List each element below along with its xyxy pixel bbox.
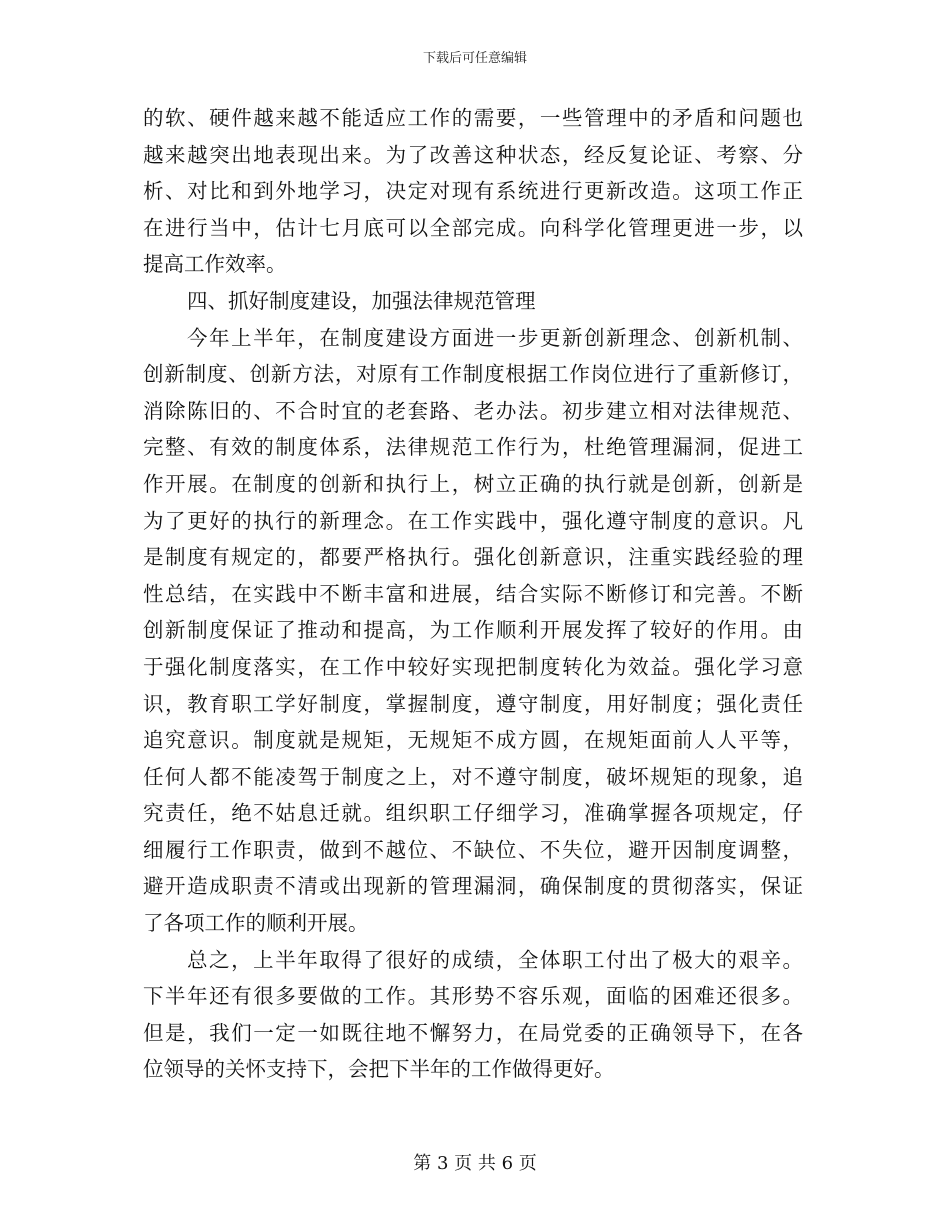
section-heading: [143, 283, 803, 320]
text-line: 越来越突出地表现出来。为了改善这种状态，经反复论证、考察、分: [143, 142, 803, 167]
page-header: 下载后可任意编辑: [422, 51, 527, 66]
text-line: 了各项工作的顺利开展。: [143, 911, 369, 936]
text-line: 但是，我们一定一如既往地不懈努力，在局党委的正确领导下，在各: [143, 1020, 803, 1045]
text-line: 究责任，绝不姑息迁就。组织职工仔细学习，准确掌握各项规定，仔: [143, 801, 803, 826]
text-line: 是制度有规定的，都要严格执行。强化创新意识，注重实践经验的理: [143, 545, 803, 570]
text-line: 任何人都不能凌驾于制度之上，对不遵守制度，破坏规矩的现象，追: [143, 764, 803, 789]
text-line: 位领导的关怀支持下，会把下半年的工作做得更好。: [143, 1057, 615, 1082]
text-line: 作开展。在制度的创新和执行上，树立正确的执行就是创新，创新是: [143, 471, 803, 496]
page-number-footer: 第 3 页 共 6 页: [413, 1153, 537, 1174]
text-line: 避开造成职责不清或出现新的管理漏洞，确保制度的贯彻落实，保证: [143, 874, 803, 899]
document-body: [143, 100, 803, 1088]
text-line: 的软、硬件越来越不能适应工作的需要，一些管理中的矛盾和问题也: [143, 106, 803, 130]
text-line: 完整、有效的制度体系，法律规范工作行为，杜绝管理漏洞，促进工: [143, 435, 803, 460]
text-line: 创新制度保证了推动和提高，为工作顺利开展发挥了较好的作用。由: [143, 618, 803, 643]
text-line: 消除陈旧的、不合时宜的老套路、老办法。初步建立相对法律规范、: [143, 398, 803, 423]
text-line: 析、对比和到外地学习，决定对现有系统进行更新改造。这项工作正: [143, 179, 803, 204]
text-line: 提高工作效率。: [143, 252, 287, 277]
text-line: 总之，上半年取得了很好的成绩，全体职工付出了极大的艰辛。: [187, 947, 803, 972]
text-line: 为了更好的执行的新理念。在工作实践中，强化遵守制度的意识。凡: [143, 508, 803, 533]
text-line: 细履行工作职责，做到不越位、不缺位、不失位，避开因制度调整，: [143, 837, 803, 862]
text-line: 在进行当中，估计七月底可以全部完成。向科学化管理更进一步，以: [143, 215, 803, 240]
text-line: 创新制度、创新方法，对原有工作制度根据工作岗位进行了重新修订，: [143, 362, 803, 387]
text-line: 追究意识。制度就是规矩，无规矩不成方圆，在规矩面前人人平等，: [143, 728, 803, 753]
text-line: 四、抓好制度建设，加强法律规范管理: [187, 288, 536, 313]
paragraph: [143, 942, 803, 1088]
text-line: 于强化制度落实，在工作中较好实现把制度转化为效益。强化学习意: [143, 654, 803, 679]
text-line: 下半年还有很多要做的工作。其形势不容乐观，面临的困难还很多。: [143, 984, 803, 1009]
text-line: 性总结，在实践中不断丰富和进展，结合实际不断修订和完善。不断: [143, 581, 803, 606]
text-line: 今年上半年，在制度建设方面进一步更新创新理念、创新机制、: [187, 325, 803, 350]
text-line: 识，教育职工学好制度，掌握制度，遵守制度，用好制度；强化责任: [143, 691, 803, 716]
paragraph: [143, 320, 803, 942]
paragraph: [143, 100, 803, 283]
